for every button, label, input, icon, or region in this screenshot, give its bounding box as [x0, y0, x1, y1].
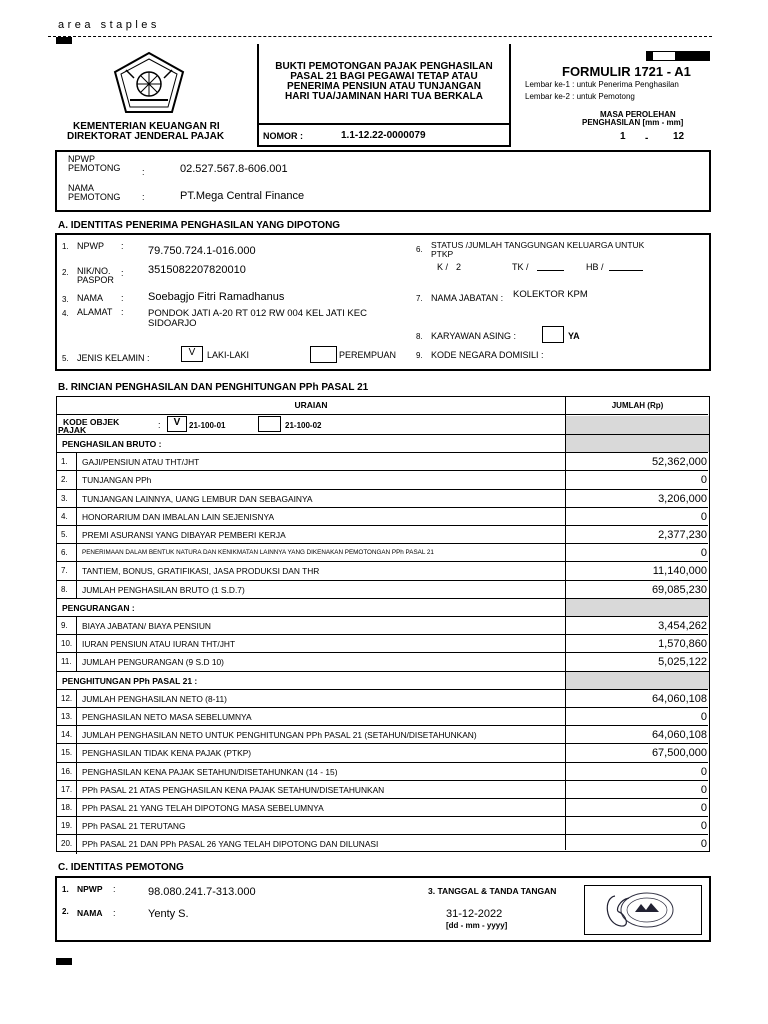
table-row [57, 507, 708, 525]
lembar-1: Lembar ke-1 : untuk Penerima Penghasilan [525, 80, 679, 89]
table-row [57, 489, 708, 507]
table-row [57, 725, 708, 743]
row-label: JUMLAH PENGHASILAN NETO (8-11) [82, 693, 227, 704]
row-value-cell [566, 526, 709, 544]
corner-marker-bottom [56, 958, 72, 965]
table-row [57, 452, 708, 470]
doc-title-line-4: HARI TUA/JAMINAN HARI TUA BERKALA [285, 91, 483, 102]
row-number: 19. [61, 821, 73, 831]
table-row [57, 780, 708, 798]
col-uraian: URAIAN [294, 400, 328, 410]
ministry-logo [110, 50, 188, 116]
c-nama-colon: : [113, 908, 116, 918]
row-value: 2,377,230 [658, 529, 707, 541]
rincian-table [56, 396, 710, 852]
a-alamat-line-1: PONDOK JATI A-20 RT 012 RW 004 KEL JATI KEC [148, 308, 367, 319]
nama-pemotong-value: PT.Mega Central Finance [180, 190, 305, 202]
a-alamat-colon: : [121, 307, 124, 317]
c-num-1: 1. [62, 885, 69, 894]
perempuan-checkbox[interactable] [310, 346, 337, 363]
nomor-label: NOMOR : [263, 131, 303, 141]
row-number-divider [76, 763, 77, 781]
a-nik-label-1: NIK/NO. [77, 266, 111, 276]
npwp-pemotong-label-2: PEMOTONG [68, 163, 121, 173]
masa-from: 1 [620, 131, 626, 142]
kode-label-2: PAJAK [58, 425, 87, 435]
c-num-2: 2. [62, 907, 69, 916]
table-group-line [565, 434, 710, 435]
a-nik-value: 3515082207820010 [148, 264, 246, 276]
company-stamp-icon [585, 886, 700, 933]
row-value-cell [566, 617, 709, 635]
table-row [57, 707, 708, 725]
lembar-2: Lembar ke-2 : untuk Pemotong [525, 92, 635, 101]
row-value-cell [566, 635, 709, 653]
row-value: 1,570,860 [658, 638, 707, 651]
section-a-title: A. IDENTITAS PENERIMA PENGHASILAN YANG DIPOTONG [58, 220, 341, 231]
row-value-cell [566, 581, 709, 599]
a-npwp-label: NPWP [77, 241, 104, 251]
row-number: 9. [61, 621, 68, 630]
row-label: PPh PASAL 21 YANG TELAH DIPOTONG MASA SEBELUMNYA [82, 803, 324, 813]
row-value: 69,085,230 [651, 583, 707, 596]
row-number-divider [76, 526, 77, 544]
row-label: TUNJANGAN PPh [82, 475, 152, 486]
kode-21-100-01-checkbox[interactable]: V [167, 416, 187, 432]
table-group-gray-cell [566, 672, 709, 689]
a-hb-label: HB / [586, 262, 604, 272]
row-number: 7. [61, 566, 68, 576]
header-dashed-line [48, 36, 712, 37]
row-label: JUMLAH PENGHASILAN NETO UNTUK PENGHITUNGAN PPh PASAL 21 (SETAHUN/DISETAHUNKAN) [82, 730, 477, 741]
kode-1-label: 21-100-01 [189, 421, 226, 430]
table-row [57, 634, 708, 652]
table-row [57, 470, 708, 488]
row-value: 0 [700, 820, 707, 833]
row-number: 17. [61, 784, 73, 794]
title-box-right [509, 44, 511, 146]
row-label: JUMLAH PENGURANGAN (9 S.D 10) [82, 657, 224, 668]
title-box-bottom [257, 145, 511, 147]
nama-pemotong-label-2: PEMOTONG [68, 192, 121, 202]
row-number: 3. [61, 493, 68, 503]
row-number-divider [76, 690, 77, 708]
a-npwp-colon: : [121, 241, 124, 251]
row-value-cell [566, 490, 709, 508]
form-title: FORMULIR 1721 - A1 [562, 64, 691, 79]
table-row [57, 816, 708, 834]
row-number: 15. [61, 748, 73, 758]
a-jk-label: JENIS KELAMIN : [77, 353, 150, 363]
row-value-cell [566, 508, 709, 526]
section-b-title: B. RINCIAN PENGHASILAN DAN PENGHITUNGAN PPh PASAL 21 [58, 382, 369, 393]
row-value: 67,500,000 [651, 747, 707, 760]
row-number-divider [76, 581, 77, 599]
row-label: TUNJANGAN LAINNYA, UANG LEMBUR DAN SEBAGAINYA [82, 493, 313, 504]
npwp-pemotong-colon: : [142, 167, 145, 177]
row-value-cell [566, 453, 709, 471]
row-value: 0 [700, 838, 707, 851]
a-asing-label: KARYAWAN ASING : [431, 331, 517, 341]
c-ttd-label: 3. TANGGAL & TANDA TANGAN [428, 886, 557, 896]
title-box-left [257, 44, 259, 146]
row-number-divider [76, 635, 77, 653]
row-value-cell [566, 653, 709, 671]
doc-title-line-2: PASAL 21 BAGI PEGAWAI TETAP ATAU [290, 71, 478, 82]
row-number-divider [76, 617, 77, 635]
row-value: 0 [700, 547, 707, 560]
row-number: 16. [61, 766, 73, 776]
a-nik-colon: : [121, 268, 124, 278]
row-value: 0 [700, 802, 707, 814]
row-number-divider [76, 490, 77, 508]
row-value: 3,454,262 [658, 620, 707, 632]
row-number: 12. [61, 693, 73, 703]
a-k-value: 2 [456, 262, 462, 272]
a-num-3: 3. [62, 295, 69, 304]
row-number-divider [76, 544, 77, 562]
a-status-label-2: PTKP [431, 249, 454, 259]
table-row [57, 580, 708, 598]
row-number: 10. [61, 639, 73, 649]
doc-title-line-3: PENERIMA PENSIUN ATAU TUNJANGAN [287, 81, 481, 92]
row-value: 0 [700, 765, 707, 778]
nama-pemotong-colon: : [142, 192, 145, 202]
table-group-header [57, 598, 565, 616]
row-number: 13. [61, 712, 73, 721]
row-value-cell [566, 544, 709, 562]
table-group-header-label: PENGHASILAN BRUTO : [62, 439, 162, 449]
row-number-divider [76, 744, 77, 762]
table-group-line [565, 671, 710, 672]
row-number-divider [76, 471, 77, 489]
c-date-format: [dd - mm - yyyy] [446, 921, 508, 930]
perempuan-label: PEREMPUAN [339, 350, 397, 360]
table-group-gray-cell [566, 435, 709, 452]
row-label: PPh PASAL 21 TERUTANG [82, 821, 186, 832]
row-value: 5,025,122 [658, 656, 707, 669]
title-box-mid [257, 123, 511, 125]
a-jabatan-value: KOLEKTOR KPM [513, 289, 588, 300]
row-label: PENGHASILAN KENA PAJAK SETAHUN/DISETAHUNKAN (14 - 15) [82, 766, 338, 777]
row-number-divider [76, 781, 77, 799]
a-nama-colon: : [121, 293, 124, 303]
row-value: 0 [700, 711, 707, 723]
row-number: 18. [61, 803, 73, 812]
c-nama-label: NAMA [77, 908, 103, 918]
karyawan-asing-checkbox[interactable] [542, 326, 564, 343]
table-group-line [565, 598, 710, 599]
row-label: PENERIMAAN DALAM BENTUK NATURA DAN KENIKMATAN LAINNYA YANG DIKENAKAN PEMOTONGAN PPh PASAL 21 [82, 549, 434, 557]
row-number: 1. [61, 457, 68, 467]
masa-label-1: MASA PEROLEHAN [600, 110, 676, 119]
row-label: HONORARIUM DAN IMBALAN LAIN SEJENISNYA [82, 511, 275, 522]
masa-to: 12 [673, 131, 685, 142]
row-value: 64,060,108 [651, 729, 707, 742]
row-value: 3,206,000 [658, 492, 707, 505]
pemotong-box [55, 150, 711, 212]
row-number-divider [76, 453, 77, 471]
row-number: 8. [61, 584, 68, 594]
kode-21-100-02-checkbox[interactable] [258, 416, 281, 432]
a-npwp-value: 79.750.724.1-016.000 [148, 245, 256, 257]
row-value-cell [566, 708, 709, 726]
col-jumlah: JUMLAH (Rp) [611, 401, 664, 410]
row-label: GAJI/PENSIUN ATAU THT/JHT [82, 457, 200, 468]
a-jabatan-label: NAMA JABATAN : [431, 293, 504, 303]
a-negara-label: KODE NEGARA DOMISILI : [431, 350, 544, 360]
table-row [57, 543, 708, 561]
table-row [57, 616, 708, 634]
a-status-label-1: STATUS /JUMLAH TANGGUNGAN KELUARGA UNTUK [431, 240, 645, 250]
kode-label-1: KODE OBJEK [63, 417, 120, 427]
row-number: 14. [61, 730, 73, 740]
corner-marker-top [56, 37, 72, 44]
masa-separator: - [645, 133, 649, 144]
row-value: 0 [700, 783, 707, 796]
kode-colon: : [158, 420, 161, 430]
masa-label-2: PENGHASILAN [mm - mm] [582, 118, 684, 127]
row-label: PPh PASAL 21 DAN PPh PASAL 26 YANG TELAH DIPOTONG DAN DILUNASI [82, 839, 379, 850]
row-value: 52,362,000 [651, 456, 707, 469]
row-value: 0 [700, 510, 707, 523]
laki-laki-label: LAKI-LAKI [207, 350, 250, 360]
row-value-cell [566, 471, 709, 489]
section-c-title: C. IDENTITAS PEMOTONG [58, 862, 184, 873]
laki-laki-checkbox[interactable]: V [181, 346, 203, 362]
table-group-header [57, 671, 565, 689]
row-value-cell [566, 690, 709, 708]
row-number-divider [76, 799, 77, 817]
row-value-cell [566, 726, 709, 744]
signature-box [584, 885, 702, 935]
c-npwp-value: 98.080.241.7-313.000 [148, 886, 256, 898]
a-num-6: 6. [416, 245, 423, 254]
row-number-divider [76, 653, 77, 671]
row-number-divider [76, 817, 77, 835]
row-value-cell [566, 799, 709, 817]
a-tk-blank [537, 270, 564, 271]
a-k-label: K / [437, 262, 449, 272]
nomor-value: 1.1-12.22-0000079 [341, 130, 426, 141]
table-row [57, 743, 708, 761]
table-row [57, 525, 708, 543]
row-label: BIAYA JABATAN/ BIAYA PENSIUN [82, 621, 211, 631]
table-group-gray-cell [566, 599, 709, 616]
row-value-cell [566, 744, 709, 762]
row-value: 0 [700, 474, 707, 487]
row-label: IURAN PENSIUN ATAU IURAN THT/JHT [82, 639, 236, 650]
a-num-7: 7. [416, 294, 423, 303]
ministry-line-1: KEMENTERIAN KEUANGAN RI [73, 121, 220, 132]
row-number: 5. [61, 530, 68, 539]
table-row [57, 689, 708, 707]
row-value: 11,140,000 [652, 565, 707, 578]
c-nama-value: Yenty S. [148, 908, 189, 920]
a-num-1: 1. [62, 242, 69, 251]
table-row [57, 834, 708, 852]
row-label: PENGHASILAN NETO MASA SEBELUMNYA [82, 712, 252, 722]
a-num-9: 9. [416, 351, 423, 360]
npwp-pemotong-label-1: NPWP [68, 154, 95, 164]
row-number-divider [76, 835, 77, 853]
row-number-divider [76, 708, 77, 726]
a-alamat-line-2: SIDOARJO [148, 318, 197, 329]
row-label: PPh PASAL 21 ATAS PENGHASILAN KENA PAJAK SETAHUN/DISETAHUNKAN [82, 784, 385, 795]
row-number: 20. [61, 839, 73, 849]
row-value: 64,060,108 [651, 692, 707, 705]
row-label: TANTIEM, BONUS, GRATIFIKASI, JASA PRODUKSI DAN THR [82, 566, 320, 577]
a-alamat-label: ALAMAT [77, 307, 113, 317]
barcode-marker [646, 51, 710, 61]
table-row [57, 762, 708, 780]
row-number-divider [76, 508, 77, 526]
table-row [57, 561, 708, 579]
row-number-divider [76, 562, 77, 580]
table-row [57, 798, 708, 816]
a-num-2: 2. [62, 268, 69, 277]
a-num-5: 5. [62, 354, 69, 363]
ministry-line-2: DIREKTORAT JENDERAL PAJAK [67, 131, 225, 142]
row-value-cell [566, 817, 709, 835]
row-label: JUMLAH PENGHASILAN BRUTO (1 S.D.7) [82, 584, 245, 595]
a-num-8: 8. [416, 332, 423, 341]
c-date-value: 31-12-2022 [446, 908, 503, 920]
a-nama-value: Soebagjo Fitri Ramadhanus [148, 291, 285, 303]
table-group-header-label: PENGURANGAN : [62, 602, 135, 613]
table-group-header [57, 434, 565, 452]
row-number: 6. [61, 548, 68, 558]
a-num-4: 4. [62, 309, 69, 318]
row-number: 11. [61, 657, 72, 667]
table-row [57, 652, 708, 670]
row-number: 4. [61, 511, 68, 521]
row-number-divider [76, 726, 77, 744]
a-asing-ya: YA [568, 331, 580, 341]
row-number: 2. [61, 475, 68, 485]
npwp-pemotong-value: 02.527.567.8-606.001 [180, 163, 288, 175]
row-value-cell [566, 562, 709, 580]
nama-pemotong-label-1: NAMA [68, 183, 95, 193]
a-nama-label: NAMA [77, 293, 104, 303]
row-label: PENGHASILAN TIDAK KENA PAJAK (PTKP) [82, 748, 252, 759]
c-npwp-label: NPWP [77, 884, 103, 894]
table-header-row [57, 397, 708, 415]
table-group-header-label: PENGHITUNGAN PPh PASAL 21 : [62, 675, 198, 686]
doc-title-line-1: BUKTI PEMOTONGAN PAJAK PENGHASILAN [275, 61, 493, 72]
row-value-cell [566, 781, 709, 799]
row-value-cell [566, 835, 709, 853]
a-hb-blank [609, 270, 643, 271]
kode-2-label: 21-100-02 [285, 421, 322, 430]
a-tk-label: TK / [512, 262, 529, 272]
watermark-text: area staples [58, 19, 160, 31]
row-label: PREMI ASURANSI YANG DIBAYAR PEMBERI KERJA [82, 530, 286, 540]
c-npwp-colon: : [113, 884, 116, 894]
row-value-cell [566, 763, 709, 781]
a-nik-label-2: PASPOR [77, 275, 114, 285]
